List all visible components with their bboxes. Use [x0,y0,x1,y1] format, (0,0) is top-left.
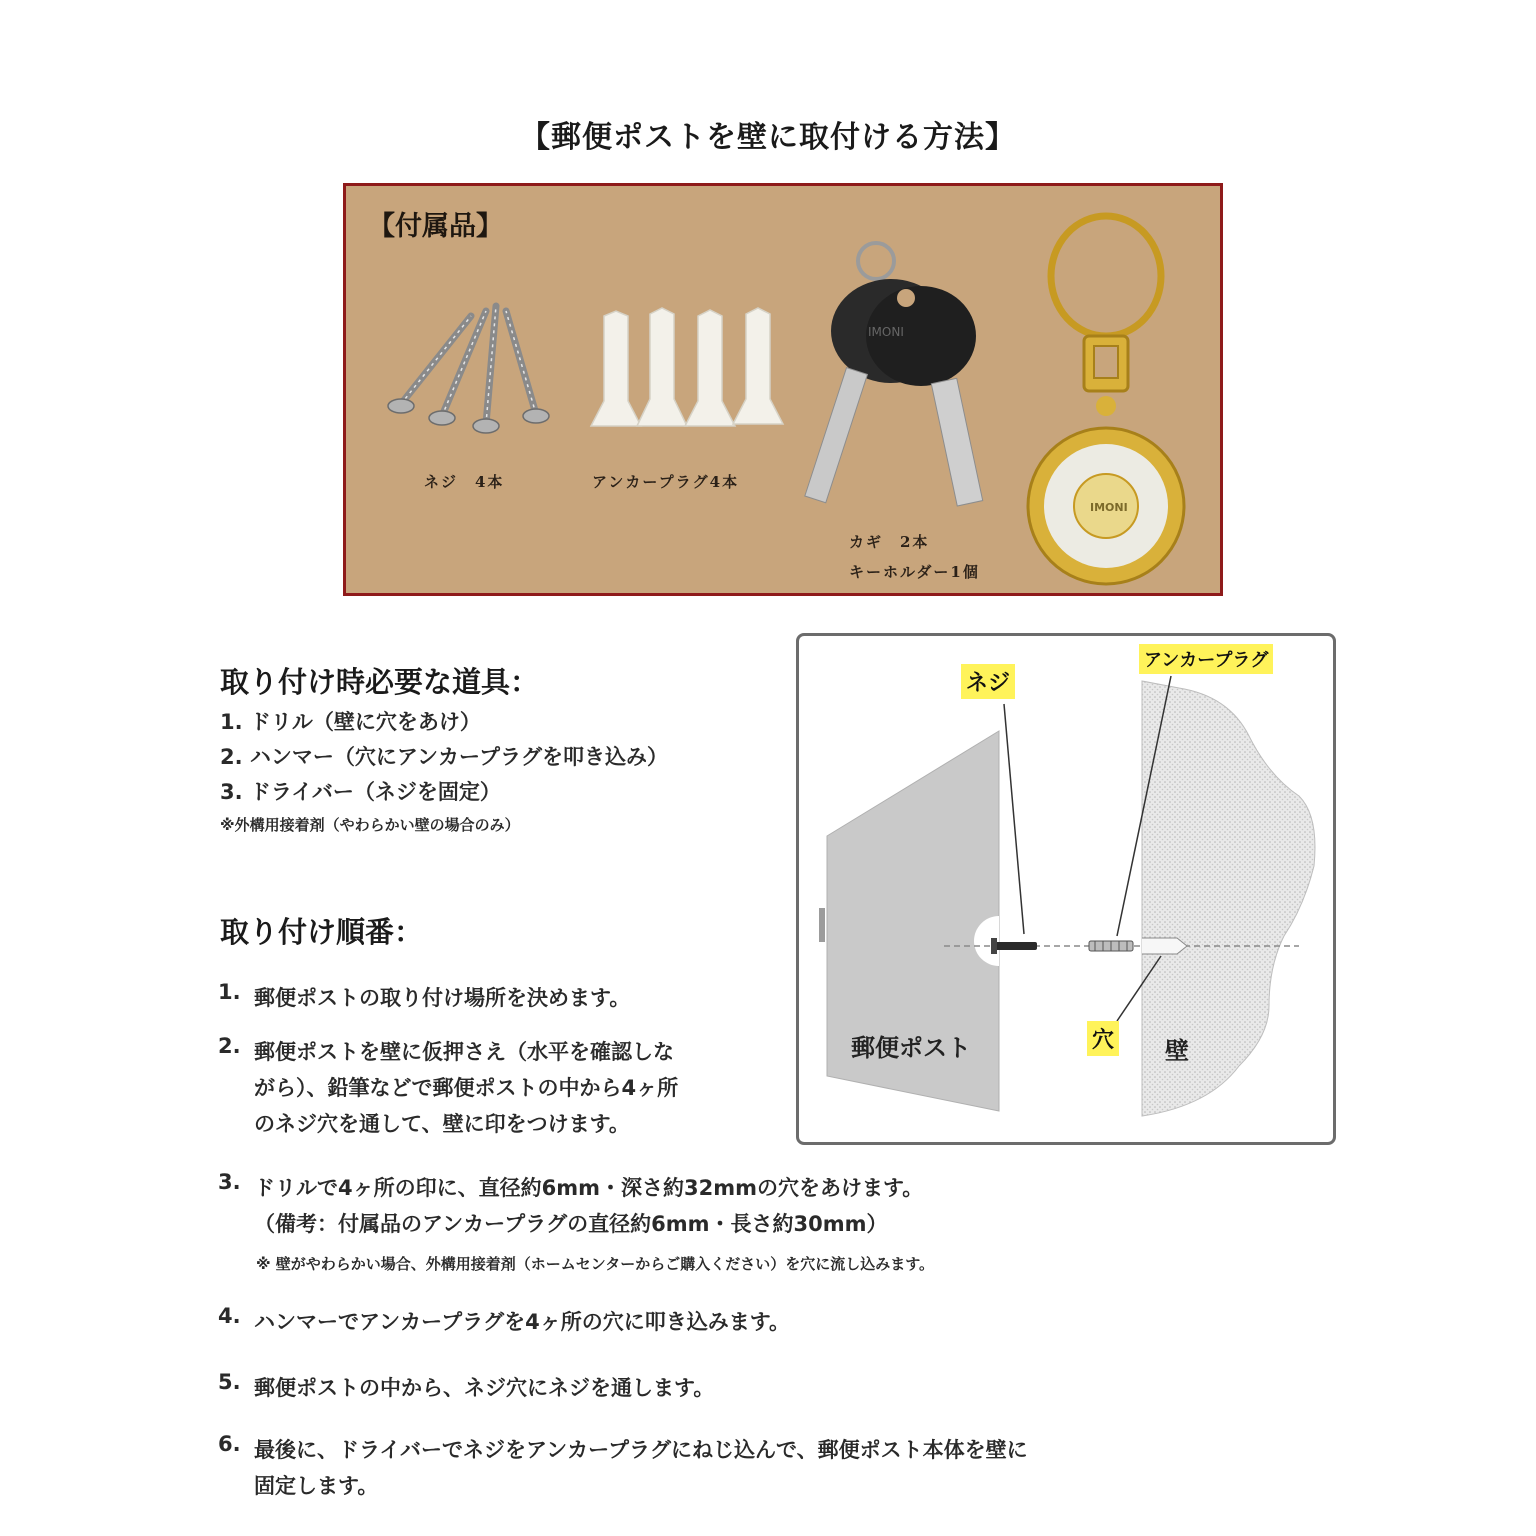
step-line: 最後に、ドライバーでネジをアンカープラグにねじ込んで、郵便ポスト本体を壁に [254,1438,1028,1462]
mailbox-edge [819,908,825,942]
step-number: 6. [218,1432,241,1456]
key-brand-text: IMONI [868,325,904,339]
step-line: （備考：付属品のアンカープラグの直径約6mm・長さ約30mm） [254,1212,888,1236]
tool-item: 2. ハンマー（穴にアンカープラグを叩き込み） [220,745,669,769]
keys-label: カギ 2本 [849,533,930,551]
step-line: がら）、鉛筆などで郵便ポストの中から4ヶ所 [254,1076,679,1100]
step-line: 郵便ポストの取り付け場所を決めます。 [254,986,631,1010]
key-holder-image [1028,216,1184,584]
step-number: 2. [218,1034,241,1058]
screws-label: ネジ 4本 [424,473,505,491]
screw-tag: ネジ [961,664,1015,699]
anchor-plugs-label: アンカープラグ4本 [592,473,740,491]
screw-shape [995,942,1037,950]
step-line: 固定します。 [254,1474,379,1498]
step-number: 1. [218,980,241,1004]
key-holder-label: キーホルダー1個 [849,563,980,581]
mailbox-label: 郵便ポスト [851,1034,971,1062]
step-number: 4. [218,1304,241,1328]
hole-shape [1142,938,1187,954]
step-1 [218,980,778,1020]
step-line: ハンマーでアンカープラグを4ヶ所の穴に叩き込みます。 [254,1310,791,1334]
accessories-heading: 【付属品】 [368,211,503,242]
steps-heading: 取り付け順番： [220,915,424,949]
screw-head-shape [991,938,997,954]
anchor-plug-tag: アンカープラグ [1139,644,1273,674]
anchor-plugs-image [591,308,783,426]
tool-item: 3. ドライバー（ネジを固定） [220,780,501,804]
step-line: ドリルで4ヶ所の印に、直径約6mm・深さ約32mmの穴をあけます。 [254,1176,924,1200]
tools-note: ※外構用接着剤（やわらかい壁の場合のみ） [220,816,520,834]
step-line: 郵便ポストを壁に仮押さえ（水平を確認しな [254,1040,674,1064]
installation-diagram [796,633,1336,1145]
step-number: 3. [218,1170,241,1194]
step-3 [218,1170,1118,1250]
step-6 [218,1432,1218,1512]
page-title: 【郵便ポストを壁に取付ける方法】 [520,120,1016,155]
accessories-photo-panel [343,183,1223,596]
step-line: のネジ穴を通して、壁に印をつけます。 [254,1112,630,1136]
step-3-note: ※ 壁がやわらかい場合、外構用接着剤（ホームセンターからご購入ください）を穴に流し込みます。 [256,1255,935,1273]
tool-item: 1. ドリル（壁に穴をあけ） [220,710,481,734]
step-4 [218,1304,1118,1344]
step-2 [218,1034,778,1146]
screw-leader [1004,704,1024,934]
tools-heading: 取り付け時必要な道具： [220,665,540,699]
screws-image [388,306,549,433]
keys-image [805,243,983,506]
step-5 [218,1370,1118,1410]
wall-label: 壁 [1165,1037,1189,1065]
anchor-plug-shape [1089,941,1133,951]
step-line: 郵便ポストの中から、ネジ穴にネジを通します。 [254,1376,715,1400]
accessories-illustration [346,186,1220,593]
hole-tag: 穴 [1087,1021,1119,1056]
step-number: 5. [218,1370,241,1394]
diagram-drawing [799,636,1333,1142]
holder-brand-text: IMONI [1090,501,1128,514]
